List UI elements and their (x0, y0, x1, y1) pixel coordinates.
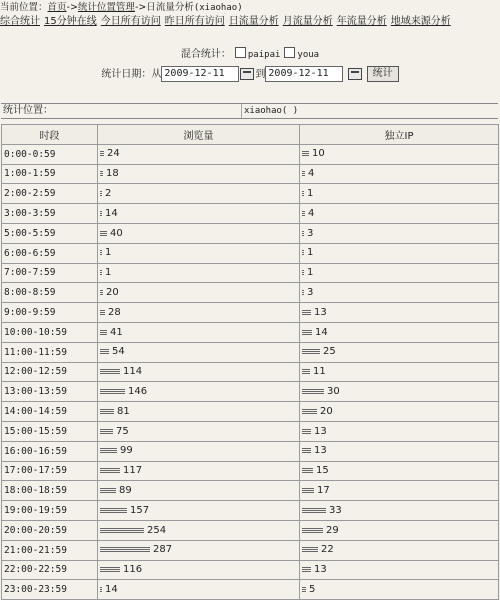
views-value: 116 (123, 564, 143, 576)
table-row (2, 204, 499, 224)
views-cell (98, 501, 300, 521)
unique-ip-cell (300, 481, 499, 501)
views-bar (100, 250, 102, 255)
nav-daily-traffic-link[interactable]: 日流量分析 (228, 16, 279, 27)
unique-ip-value: 30 (327, 386, 340, 397)
unique-ip-cell (300, 263, 499, 283)
period-cell: 16:00-16:59 (2, 441, 98, 461)
unique-ip-value: 13 (314, 306, 327, 318)
breadcrumb-position-manage-link[interactable]: 统计位置管理 (77, 2, 135, 13)
views-cell (98, 382, 300, 402)
views-value: 75 (116, 425, 129, 437)
views-value: 81 (117, 405, 130, 417)
period-cell: 10:00-10:59 (2, 322, 98, 342)
views-cell (98, 421, 300, 441)
calendar-icon[interactable] (348, 68, 362, 80)
views-cell (98, 560, 300, 580)
table-row (2, 540, 499, 560)
views-bar (100, 211, 102, 216)
unique-ip-bar (302, 231, 304, 236)
position-bar (1, 103, 498, 119)
period-cell: 8:00-8:59 (2, 283, 98, 303)
views-cell (98, 342, 300, 362)
date-range-row (0, 66, 500, 84)
breadcrumb-separator: -> (66, 2, 78, 13)
unique-ip-value: 33 (329, 504, 342, 516)
table-body (2, 144, 499, 599)
views-bar (100, 488, 116, 493)
table-row (2, 144, 499, 164)
unique-ip-value: 13 (314, 564, 327, 576)
unique-ip-cell (300, 501, 499, 521)
unique-ip-bar (302, 409, 317, 414)
unique-ip-bar (302, 429, 311, 434)
unique-ip-cell (300, 441, 499, 461)
paipai-label: paipai (247, 50, 281, 60)
hourly-traffic-table (1, 124, 499, 600)
unique-ip-value: 29 (326, 524, 339, 536)
breadcrumb-separator: -> (134, 2, 147, 13)
views-value: 54 (112, 346, 125, 358)
unique-ip-cell (300, 362, 499, 382)
unique-ip-bar (302, 468, 313, 473)
views-value: 117 (123, 465, 143, 477)
views-value: 18 (106, 168, 119, 180)
views-cell (98, 322, 300, 342)
table-row (2, 223, 499, 243)
period-cell: 1:00-1:59 (2, 164, 98, 184)
views-value: 20 (106, 287, 119, 299)
header-unique-ip: 独立IP (300, 125, 499, 145)
views-value: 41 (110, 326, 123, 338)
unique-ip-bar (302, 349, 320, 354)
period-cell: 0:00-0:59 (2, 144, 98, 164)
views-bar (100, 448, 117, 453)
period-cell: 21:00-21:59 (2, 540, 98, 560)
unique-ip-cell (300, 283, 499, 303)
views-value: 28 (108, 306, 121, 318)
views-value: 157 (130, 504, 150, 516)
table-row (2, 342, 499, 362)
table-row (2, 441, 499, 461)
unique-ip-cell (300, 402, 499, 422)
views-bar (100, 290, 103, 295)
unique-ip-bar (302, 330, 312, 335)
views-bar (100, 547, 150, 552)
views-bar (100, 191, 102, 196)
views-value: 1 (105, 247, 112, 259)
unique-ip-cell (300, 580, 499, 600)
period-cell: 5:00-5:59 (2, 223, 98, 243)
views-cell (98, 402, 300, 422)
nav-today-visits-link[interactable]: 今日所有访问 (100, 16, 161, 27)
nav-15min-online-link[interactable]: 15分钟在线 (44, 16, 97, 27)
views-cell (98, 520, 300, 540)
views-bar (100, 567, 120, 572)
breadcrumb-home-link[interactable]: 首页 (47, 2, 67, 13)
youa-label: youa (297, 50, 320, 60)
unique-ip-value: 10 (312, 148, 325, 160)
unique-ip-cell (300, 342, 499, 362)
unique-ip-bar (302, 448, 311, 453)
header-views: 浏览量 (98, 125, 300, 145)
period-cell: 23:00-23:59 (2, 580, 98, 600)
unique-ip-bar (302, 488, 314, 493)
period-cell: 20:00-20:59 (2, 520, 98, 540)
report-nav (0, 15, 455, 29)
unique-ip-bar (302, 369, 310, 374)
views-bar (100, 508, 127, 513)
unique-ip-value: 5 (309, 583, 316, 595)
paipai-checkbox[interactable] (235, 47, 246, 58)
views-cell (98, 204, 300, 224)
period-cell: 15:00-15:59 (2, 421, 98, 441)
table-header-row (2, 125, 499, 145)
views-value: 99 (120, 445, 133, 457)
unique-ip-bar (302, 310, 311, 315)
date-from-input[interactable]: 2009-12-11 (161, 66, 239, 82)
views-bar (100, 409, 114, 414)
calendar-icon[interactable] (240, 68, 254, 80)
views-cell (98, 362, 300, 382)
date-to-label: 到 (255, 69, 266, 80)
unique-ip-bar (302, 250, 304, 255)
views-bar (100, 330, 107, 335)
views-value: 89 (119, 484, 132, 496)
views-bar (100, 369, 120, 374)
unique-ip-cell (300, 322, 499, 342)
views-cell (98, 540, 300, 560)
unique-ip-cell (300, 560, 499, 580)
views-cell (98, 243, 300, 263)
unique-ip-value: 13 (314, 425, 327, 437)
unique-ip-bar (302, 211, 305, 216)
nav-yearly-traffic-link[interactable]: 年流量分析 (336, 16, 387, 27)
unique-ip-bar (302, 191, 304, 196)
views-cell (98, 461, 300, 481)
unique-ip-cell (300, 164, 499, 184)
table-row (2, 580, 499, 600)
views-value: 14 (105, 583, 118, 595)
unique-ip-bar (302, 151, 309, 156)
views-value: 1 (105, 267, 112, 279)
nav-monthly-traffic-link[interactable]: 月流量分析 (282, 16, 333, 27)
period-cell: 17:00-17:59 (2, 461, 98, 481)
views-cell (98, 303, 300, 323)
unique-ip-value: 1 (307, 188, 314, 200)
period-cell: 12:00-12:59 (2, 362, 98, 382)
views-bar (100, 349, 109, 354)
unique-ip-bar (302, 389, 324, 394)
breadcrumb-prefix: 当前位置： (0, 2, 48, 13)
table-row (2, 263, 499, 283)
views-cell (98, 263, 300, 283)
table-row (2, 461, 499, 481)
views-cell (98, 164, 300, 184)
date-to-input[interactable]: 2009-12-11 (265, 66, 343, 82)
views-value: 24 (107, 148, 120, 160)
unique-ip-value: 3 (307, 287, 314, 299)
unique-ip-cell (300, 461, 499, 481)
period-cell: 9:00-9:59 (2, 303, 98, 323)
table-row (2, 243, 499, 263)
views-cell (98, 184, 300, 204)
unique-ip-cell (300, 223, 499, 243)
table-row (2, 283, 499, 303)
period-cell: 2:00-2:59 (2, 184, 98, 204)
unique-ip-value: 20 (320, 405, 333, 417)
unique-ip-value: 22 (321, 544, 334, 556)
breadcrumb-suffix: (xiaohao) (193, 3, 243, 13)
period-cell: 11:00-11:59 (2, 342, 98, 362)
unique-ip-cell (300, 520, 499, 540)
views-bar (100, 231, 107, 236)
period-cell: 3:00-3:59 (2, 204, 98, 224)
youa-checkbox[interactable] (284, 47, 295, 58)
unique-ip-value: 25 (323, 346, 336, 358)
nav-region-source-link[interactable]: 地域来源分析 (390, 16, 451, 27)
views-bar (100, 171, 103, 176)
views-cell (98, 441, 300, 461)
table-row (2, 362, 499, 382)
unique-ip-bar (302, 171, 305, 176)
unique-ip-value: 13 (314, 445, 327, 457)
header-period: 时段 (2, 125, 98, 145)
table-row (2, 303, 499, 323)
submit-stats-button[interactable]: 统计 (367, 66, 399, 82)
unique-ip-value: 1 (307, 247, 314, 259)
unique-ip-cell (300, 382, 499, 402)
unique-ip-value: 17 (317, 484, 330, 496)
table-row (2, 501, 499, 521)
table-row (2, 421, 499, 441)
views-bar (100, 389, 125, 394)
table-row (2, 560, 499, 580)
period-cell: 6:00-6:59 (2, 243, 98, 263)
unique-ip-value: 14 (315, 326, 328, 338)
views-cell (98, 223, 300, 243)
unique-ip-cell (300, 204, 499, 224)
unique-ip-bar (302, 290, 304, 295)
unique-ip-cell (300, 243, 499, 263)
period-cell: 22:00-22:59 (2, 560, 98, 580)
nav-yesterday-visits-link[interactable]: 昨日所有访问 (164, 16, 225, 27)
unique-ip-cell (300, 144, 499, 164)
period-cell: 18:00-18:59 (2, 481, 98, 501)
period-cell: 13:00-13:59 (2, 382, 98, 402)
table-row (2, 520, 499, 540)
views-cell (98, 481, 300, 501)
unique-ip-cell (300, 184, 499, 204)
unique-ip-cell (300, 303, 499, 323)
table-row (2, 382, 499, 402)
unique-ip-value: 4 (308, 168, 315, 180)
views-value: 40 (110, 227, 123, 239)
table-row (2, 322, 499, 342)
table-row (2, 184, 499, 204)
unique-ip-cell (300, 421, 499, 441)
period-cell: 14:00-14:59 (2, 402, 98, 422)
mix-stats-label: 混合统计： (180, 49, 231, 60)
views-bar (100, 429, 113, 434)
period-cell: 19:00-19:59 (2, 501, 98, 521)
unique-ip-bar (302, 528, 323, 533)
views-value: 2 (105, 188, 112, 200)
date-label: 统计日期：从 (101, 69, 162, 80)
table-row (2, 402, 499, 422)
unique-ip-bar (302, 567, 311, 572)
breadcrumb (0, 1, 243, 14)
unique-ip-bar (302, 270, 304, 275)
nav-overall-link[interactable]: 综合统计 (0, 16, 40, 27)
views-value: 254 (147, 524, 167, 536)
unique-ip-value: 1 (307, 267, 314, 279)
unique-ip-value: 11 (313, 366, 326, 378)
views-bar (100, 310, 105, 315)
views-value: 14 (105, 207, 118, 219)
unique-ip-value: 4 (308, 207, 315, 219)
table-row (2, 481, 499, 501)
unique-ip-value: 15 (316, 465, 329, 477)
views-cell (98, 144, 300, 164)
views-value: 114 (123, 366, 143, 378)
views-bar (100, 151, 104, 156)
views-value: 146 (128, 386, 148, 397)
mix-stats-row (0, 47, 500, 61)
views-bar (100, 468, 120, 473)
position-value: xiaohao( ) (241, 104, 298, 118)
views-cell (98, 283, 300, 303)
views-bar (100, 270, 102, 275)
views-bar (100, 528, 144, 533)
unique-ip-value: 3 (307, 227, 314, 239)
unique-ip-cell (300, 540, 499, 560)
position-label: 统计位置： (3, 105, 53, 116)
table-row (2, 164, 499, 184)
views-value: 287 (153, 544, 173, 556)
breadcrumb-current: 日流量分析 (146, 2, 194, 13)
unique-ip-bar (302, 508, 326, 513)
views-cell (98, 580, 300, 600)
unique-ip-bar (302, 547, 318, 552)
period-cell: 7:00-7:59 (2, 263, 98, 283)
